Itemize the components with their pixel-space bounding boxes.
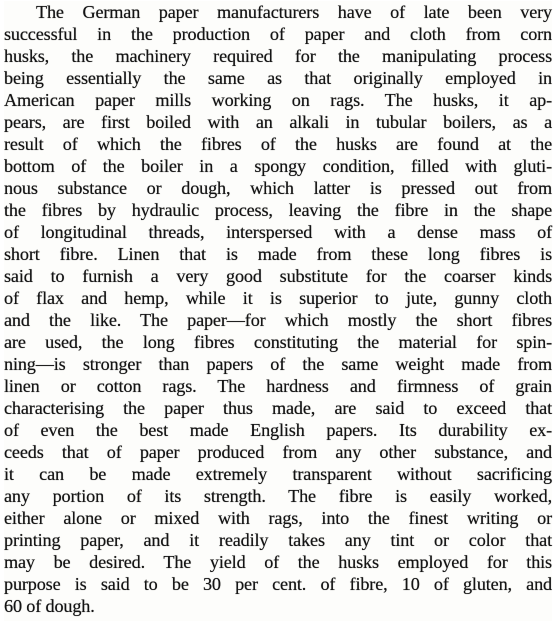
text-line-19: characterising the paper thus made, are said to exceed that: [4, 398, 552, 418]
text-line-20: of even the best made English papers. Its durability ex-: [4, 420, 552, 440]
text-line-14: of flax and hemp, while it is superior to jute, gunny cloth: [4, 288, 552, 308]
text-line-16: are used, the long fibres constituting the material for spin-: [4, 332, 552, 352]
text-line-7: result of which the fibres of the husks are found at the: [4, 134, 552, 154]
text-line-28: 60 of dough.: [4, 596, 95, 616]
text-line-24: either alone or mixed with rags, into the finest writing or: [4, 508, 552, 528]
text-line-11: of longitudinal threads, interspersed with a dense mass of: [4, 222, 552, 242]
text-line-27: purpose is said to be 30 per cent. of fibre, 10 of gluten, and: [4, 574, 552, 594]
text-line-23: any portion of its strength. The fibre is easily worked,: [4, 486, 552, 506]
newspaper-clipping: [4, 1, 552, 621]
text-line-5: American paper mills working on rags. The husks, it ap-: [4, 90, 552, 110]
text-line-15: and the like. The paper—for which mostly the short fibres: [4, 310, 552, 330]
text-line-4: being essentially the same as that originally employed in: [4, 68, 552, 88]
text-line-3: husks, the machinery required for the manipulating process: [4, 46, 552, 66]
text-line-8: bottom of the boiler in a spongy condition, filled with gluti-: [4, 156, 552, 176]
text-line-17: ning—is stronger than papers of the same weight made from: [4, 354, 552, 374]
text-line-21: ceeds that of paper produced from any other substance, and: [4, 442, 552, 462]
text-line-12: short fibre. Linen that is made from these long fibres is: [4, 244, 552, 264]
text-line-1: The German paper manufacturers have of late been very: [36, 2, 552, 22]
text-line-22: it can be made extremely transparent without sacrificing: [4, 464, 552, 484]
text-line-10: the fibres by hydraulic process, leaving the fibre in the shape: [4, 200, 552, 220]
text-line-9: nous substance or dough, which latter is pressed out from: [4, 178, 552, 198]
text-line-26: may be desired. The yield of the husks employed for this: [4, 552, 552, 572]
text-line-25: printing paper, and it readily takes any tint or color that: [4, 530, 552, 550]
text-line-6: pears, are first boiled with an alkali in tubular boilers, as a: [4, 112, 552, 132]
text-line-18: linen or cotton rags. The hardness and firmness of grain: [4, 376, 552, 396]
text-line-13: said to furnish a very good substitute for the coarser kinds: [4, 266, 552, 286]
text-line-2: successful in the production of paper and cloth from corn: [4, 24, 552, 44]
